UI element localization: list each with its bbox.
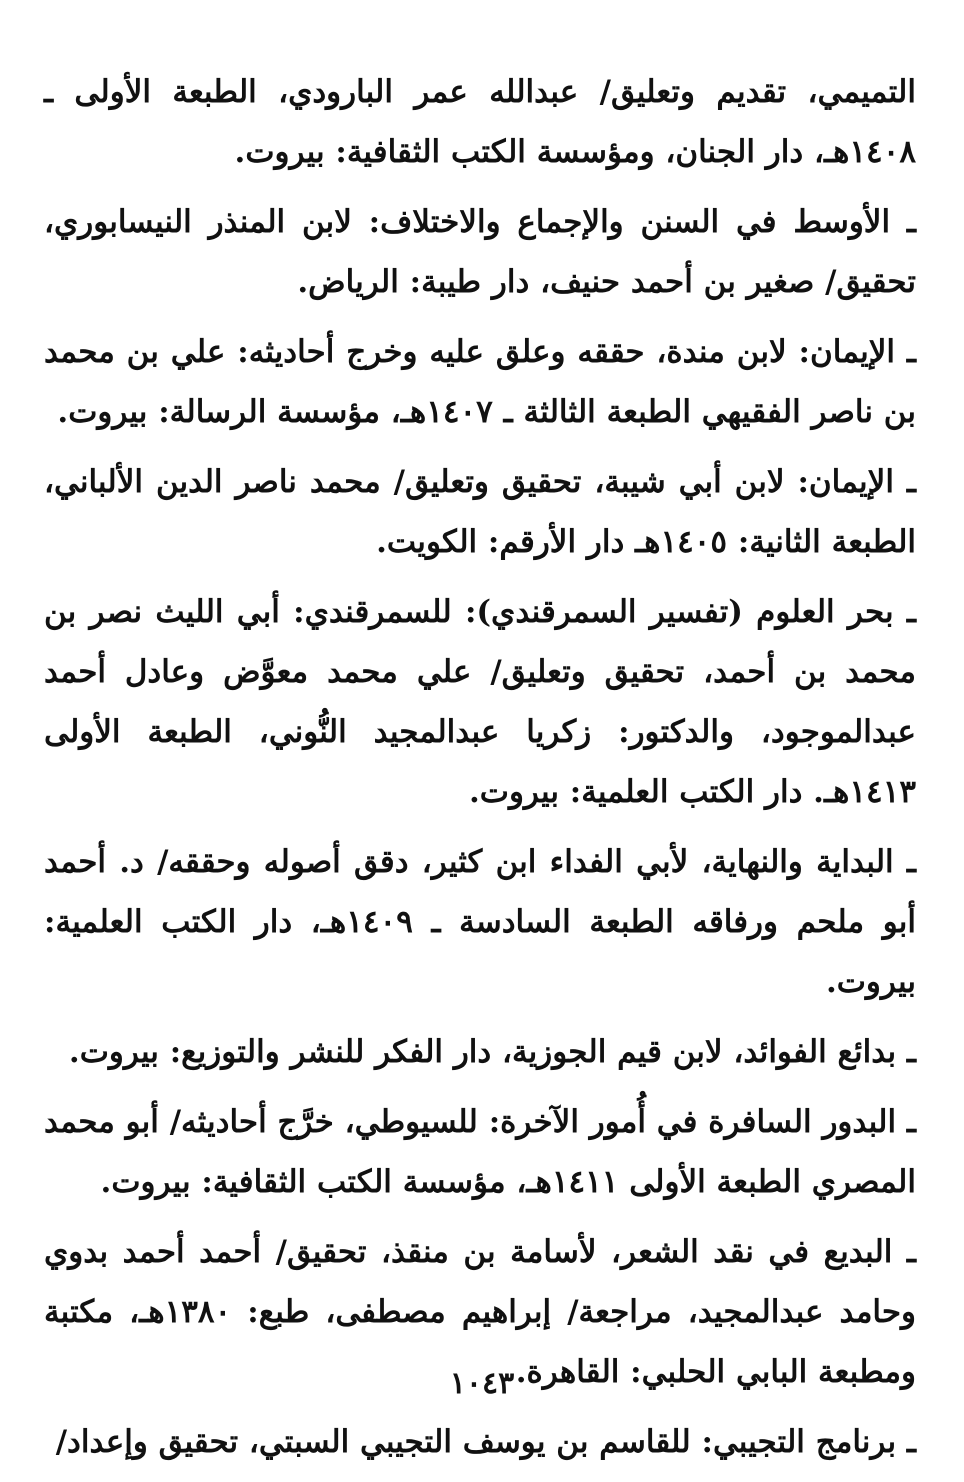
bibliography-entry-8: ـ البدور السافرة في أُمور الآخرة: للسيوطي، خرَّج أحاديثه/ أبو محمد المصري الطبعة الأولى ١٤١١هـ، مؤسسة الكتب الثقافية: بيروت. bbox=[44, 1104, 916, 1200]
page-number: ١٠٤٣ bbox=[449, 1366, 515, 1401]
bibliography-entry-10: ـ برنامج التجيبي: للقاسم بن يوسف التجيبي السبتي، تحقيق وإعداد/ bbox=[55, 1424, 916, 1460]
bibliography-entry-6: ـ البداية والنهاية، لأبي الفداء ابن كثير، دقق أصوله وحققه/ د. أحمد أبو ملحم ورفاقه الطبعة السادسة ـ ١٤٠٩هـ، دار الكتب العلمية: بيروت. bbox=[44, 844, 916, 1000]
bibliography-entry-1: التميمي، تقديم وتعليق/ عبدالله عمر البارودي، الطبعة الأولى ـ ١٤٠٨هـ، دار الجنان، ومؤسسة الكتب الثقافية: بيروت. bbox=[44, 74, 916, 170]
bibliography-page bbox=[44, 62, 916, 1482]
bibliography-entry-7: ـ بدائع الفوائد، لابن قيم الجوزية، دار الفكر للنشر والتوزيع: بيروت. bbox=[68, 1034, 916, 1070]
bibliography-entry-9: ـ البديع في نقد الشعر، لأسامة بن منقذ، تحقيق/ أحمد أحمد بدوي وحامد عبدالمجيد، مراجعة/ إبراهيم مصطفى، طبع: ١٣٨٠هـ، مكتبة ومطبعة البابي الحلبي: القاهرة. bbox=[44, 1234, 916, 1390]
bibliography-entry-3: ـ الإيمان: لابن مندة، حققه وعلق عليه وخرج أحاديثه: علي بن محمد بن ناصر الفقيهي الطبعة الثالثة ـ ١٤٠٧هـ، مؤسسة الرسالة: بيروت. bbox=[44, 334, 916, 430]
bibliography-entry-4: ـ الإيمان: لابن أبي شيبة، تحقيق وتعليق/ محمد ناصر الدين الألباني، الطبعة الثانية: ١٤٠٥هـ دار الأرقم: الكويت. bbox=[44, 464, 916, 560]
bibliography-entry-2: ـ الأوسط في السنن والإجماع والاختلاف: لابن المنذر النيسابوري، تحقيق/ صغير بن أحمد حنيف، دار طيبة: الرياض. bbox=[44, 204, 916, 300]
bibliography-entry-5: ـ بحر العلوم (تفسير السمرقندي): للسمرقندي: أبي الليث نصر بن محمد بن أحمد، تحقيق وتعليق/ علي محمد معوَّض وعادل أحمد عبدالموجود، والدكتور: زكريا عبدالمجيد النُّوني، الطبعة الأولى ١٤١٣هـ. دار الكتب العلمية: بيروت. bbox=[44, 594, 916, 810]
